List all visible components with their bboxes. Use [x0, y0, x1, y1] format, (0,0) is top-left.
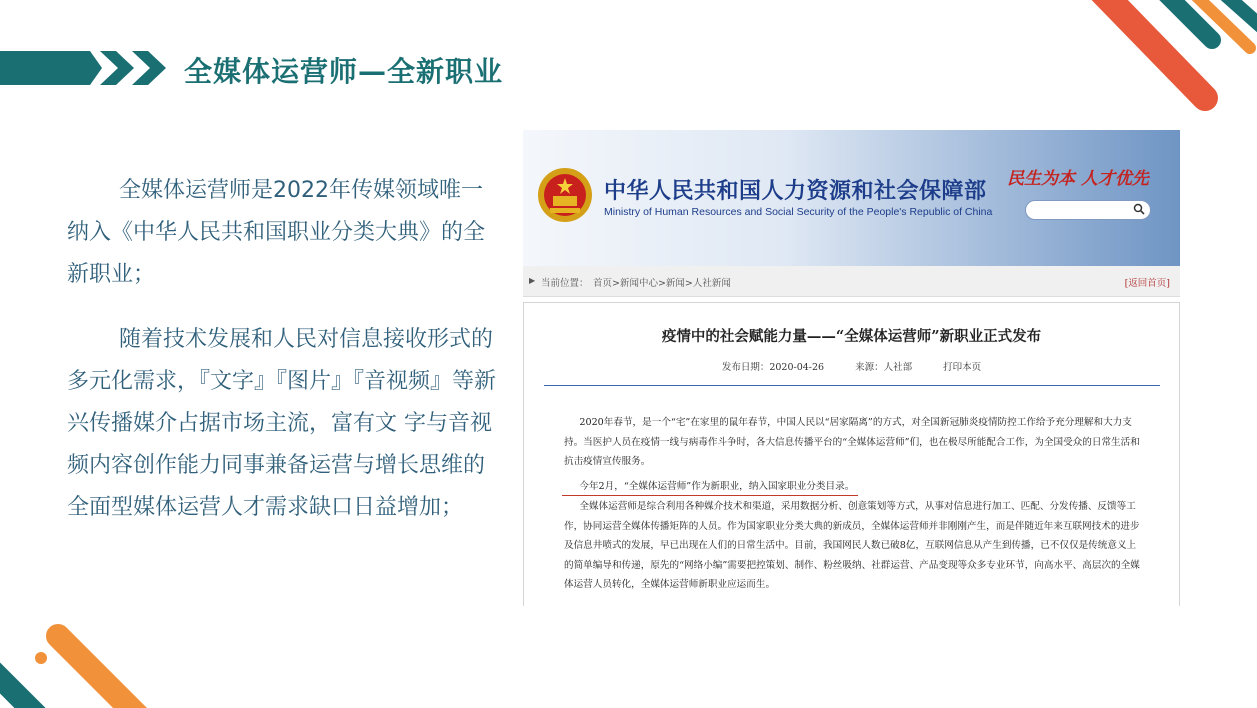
article	[523, 302, 1180, 606]
highlight-underline	[562, 495, 858, 496]
site-name-cn: 中华人民共和国人力资源和社会保障部	[604, 179, 987, 204]
back-home-link[interactable]: [返回首页]	[1124, 278, 1170, 289]
publish-date: 发布日期：2020-04-26	[721, 362, 825, 373]
site-name-en: Ministry of Human Resources and Social Security of the People's Republic of China	[604, 206, 993, 218]
embedded-webpage-screenshot	[523, 130, 1180, 606]
demand-paragraph: 随着技术发展和人民对信息接收形式的多元化需求，『文字』『图片』『音视频』等新兴传播媒介占据市场主流，富有文 字与音视频内容创作能力同事兼备运营与增长思维的全面型媒体运营人才需求缺口日益增加；	[67, 327, 497, 520]
article-source: 来源：人社部	[855, 362, 913, 373]
site-banner	[523, 130, 1180, 266]
search-icon[interactable]	[1133, 203, 1145, 215]
breadcrumb	[523, 266, 1180, 297]
breadcrumb-arrow-icon: ▶	[529, 276, 536, 285]
site-slogan: 民生为本 人才优先	[1007, 169, 1149, 189]
intro-paragraph: 全媒体运营师是2022年传媒领域唯一纳入《中华人民共和国职业分类大典》的全新职业；	[67, 178, 486, 287]
national-emblem-icon	[536, 166, 594, 224]
article-meta	[524, 359, 1179, 373]
title-arrows-icon	[0, 51, 170, 85]
article-paragraph-2: 今年2月，“全媒体运营师”作为新职业，纳入国家职业分类目录。	[579, 481, 855, 492]
corner-stripes-bottom-left	[0, 618, 150, 708]
slide-title: 全媒体运营师—全新职业	[184, 55, 504, 88]
title-divider	[544, 385, 1160, 386]
article-title: 疫情中的社会赋能力量——“全媒体运营师”新职业正式发布	[661, 328, 1042, 345]
corner-stripes-top-right	[1080, 0, 1257, 115]
article-paragraph-1: 2020年春节，是一个“宅”在家里的鼠年春节，中国人民以“居家隔离”的方式，对全国新冠肺炎疫情防控工作给予充分理解和大力支持。当医护人员在疫情一线与病毒作斗争时，各大信息传播平台的“全媒体运营师”们，也在极尽所能配合工作，为全国受众的日常生活和抗击疫情宣传服务。	[564, 417, 1140, 467]
print-link[interactable]: 打印本页	[943, 362, 982, 373]
site-search-input[interactable]	[1025, 200, 1151, 220]
article-paragraph-3: 全媒体运营师是综合利用各种媒介技术和渠道，采用数据分析、创意策划等方式，从事对信息进行加工、匹配、分发传播、反馈等工作，协同运营全媒体传播矩阵的人员。作为国家职业分类大典的新成员，全媒体运营师并非刚刚产生，而是伴随近年来互联网技术的进步及信息井喷式的发展，早已出现在人们的日常生活中。目前，我国网民人数已破8亿，互联网信息从产生到传播，已不仅仅是传统意义上的简单编导和传递，原先的“网络小编”需要把控策划、制作、粉丝吸纳、社群运营、产品变现等众多专业环节，向高水平、高层次的全媒体运营人员转化，全媒体运营师新职业应运而生。	[564, 501, 1140, 590]
breadcrumb-label: 当前位置：	[541, 278, 589, 289]
breadcrumb-path[interactable]: 首页>新闻中心>新闻>人社新闻	[593, 278, 731, 289]
